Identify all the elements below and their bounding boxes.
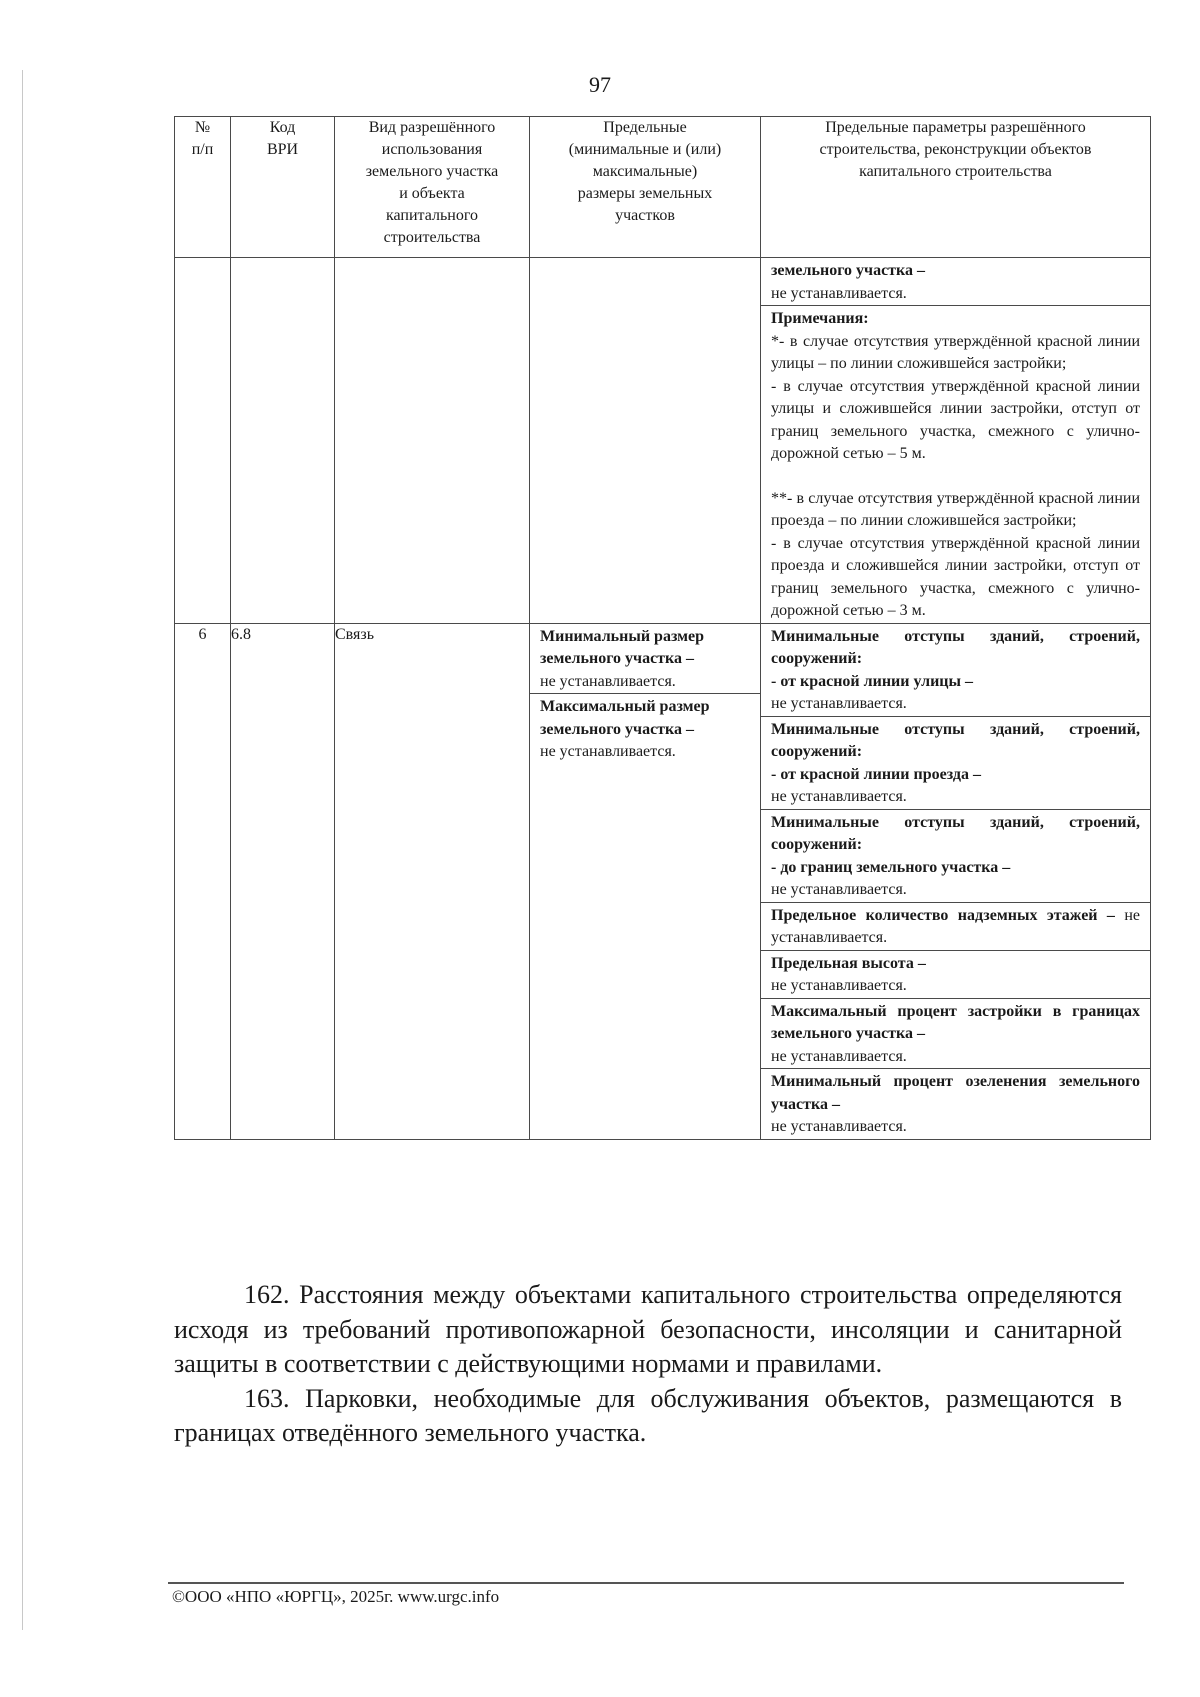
param-block	[761, 258, 1150, 306]
header-use-type	[335, 117, 530, 258]
param-text: не устанавливается.	[540, 672, 676, 690]
param-text: не устанавливается.	[771, 881, 907, 898]
header-text: Вид разрешённого использования земельного участка и объекта капитального строительства	[365, 119, 499, 246]
table-row-continued	[175, 258, 1151, 624]
header-text: № п/п	[191, 119, 214, 158]
param-heading: Максимальный размер земельного участка –	[540, 698, 710, 738]
param-block	[761, 306, 1150, 623]
blank-line	[771, 466, 1140, 488]
param-block	[761, 624, 1150, 717]
param-heading: Примечания:	[771, 310, 869, 327]
param-text: не устанавливается.	[771, 1118, 907, 1135]
cell-empty	[231, 258, 335, 624]
table-header-row	[175, 117, 1151, 258]
page-number: 97	[589, 72, 611, 97]
param-heading: земельного участка –	[771, 262, 926, 279]
footer-divider	[168, 1582, 1124, 1584]
param-heading: Минимальный размер земельного участка –	[540, 627, 705, 667]
header-text: Предельные параметры разрешённого строительства, реконструкции объектов капитального строительства	[819, 119, 1092, 180]
param-text: - в случае отсутствия утверждённой красной линии проезда и сложившейся линии застройки, отступ от границ земельного участка, смежного с улично-дорожной сетью – 3 м.	[771, 534, 1140, 619]
param-text: не устанавливается.	[771, 1047, 907, 1065]
param-heading: Минимальные отступы зданий, строений, сооружений:	[771, 627, 1140, 667]
param-heading: Минимальные отступы зданий, строений, сооружений:	[771, 813, 1140, 853]
row-use-type: Связь	[335, 623, 530, 1139]
param-block	[761, 999, 1150, 1070]
cell-empty	[530, 258, 761, 624]
row-number: 6	[175, 623, 231, 1139]
table-row	[175, 623, 1151, 1139]
param-block	[761, 717, 1150, 810]
paragraph-162: 162. Расстояния между объектами капитального строительства определяются исходя из требований противопожарной безопасности, инсоляции и санитарной защиты в соответствии с действующими нормами и правилами.	[174, 1280, 1122, 1378]
param-heading: Предельная высота –	[771, 954, 926, 972]
cell-empty	[335, 258, 530, 624]
param-text: не устанавливается.	[771, 695, 907, 712]
cell-build-params	[761, 623, 1151, 1139]
param-block	[530, 694, 760, 764]
param-text: не устанавливается.	[771, 977, 907, 994]
header-plot-sizes	[530, 117, 761, 258]
param-heading: Минимальный процент озеленения земельного участка –	[771, 1073, 1140, 1113]
param-text: не устанавливается.	[771, 906, 1140, 946]
header-text: Код ВРИ	[266, 119, 299, 158]
header-text: Предельные (минимальные и (или) максимальные) размеры земельных участков	[568, 119, 722, 224]
cell-params-continued	[761, 258, 1151, 624]
param-heading: Максимальный процент застройки в границах земельного участка –	[771, 1002, 1140, 1042]
cell-plot-sizes	[530, 623, 761, 1139]
param-block	[761, 951, 1150, 999]
scan-edge-line	[22, 70, 23, 1630]
param-heading: Предельное количество надземных этажей –	[771, 906, 1125, 924]
param-block	[761, 903, 1150, 951]
param-heading: - от красной линии улицы –	[771, 672, 973, 690]
header-code	[231, 117, 335, 258]
param-text: не устанавливается.	[771, 788, 907, 805]
header-number	[175, 117, 231, 258]
param-heading: - до границ земельного участка –	[771, 858, 1011, 876]
param-text: **- в случае отсутствия утверждённой красной линии проезда – по линии сложившейся застройки;	[771, 489, 1140, 529]
param-heading: Минимальные отступы зданий, строений, сооружений:	[771, 720, 1140, 760]
param-text: не устанавливается.	[540, 743, 676, 760]
body-text	[174, 1278, 1122, 1451]
param-text: не устанавливается.	[771, 284, 907, 302]
param-block	[761, 810, 1150, 903]
header-build-params	[761, 117, 1151, 258]
cell-empty	[175, 258, 231, 624]
param-text: *- в случае отсутствия утверждённой красной линии улицы – по линии сложившейся застройки;	[771, 332, 1140, 372]
param-block	[761, 1069, 1150, 1139]
param-heading: - от красной линии проезда –	[771, 765, 981, 783]
regulations-table	[174, 116, 1151, 1140]
row-code: 6.8	[231, 623, 335, 1139]
paragraph-163: 163. Парковки, необходимые для обслуживания объектов, размещаются в границах отведённого земельного участка.	[174, 1383, 1122, 1447]
param-line	[771, 905, 1140, 950]
param-text: - в случае отсутствия утверждённой красной линии улицы и сложившейся линии застройки, отступ от границ земельного участка, смежного с улично-дорожной сетью – 5 м.	[771, 377, 1140, 462]
param-block	[530, 624, 760, 695]
footer-copyright: ©ООО «НПО «ЮРГЦ», 2025г. www.urgc.info	[172, 1587, 500, 1606]
